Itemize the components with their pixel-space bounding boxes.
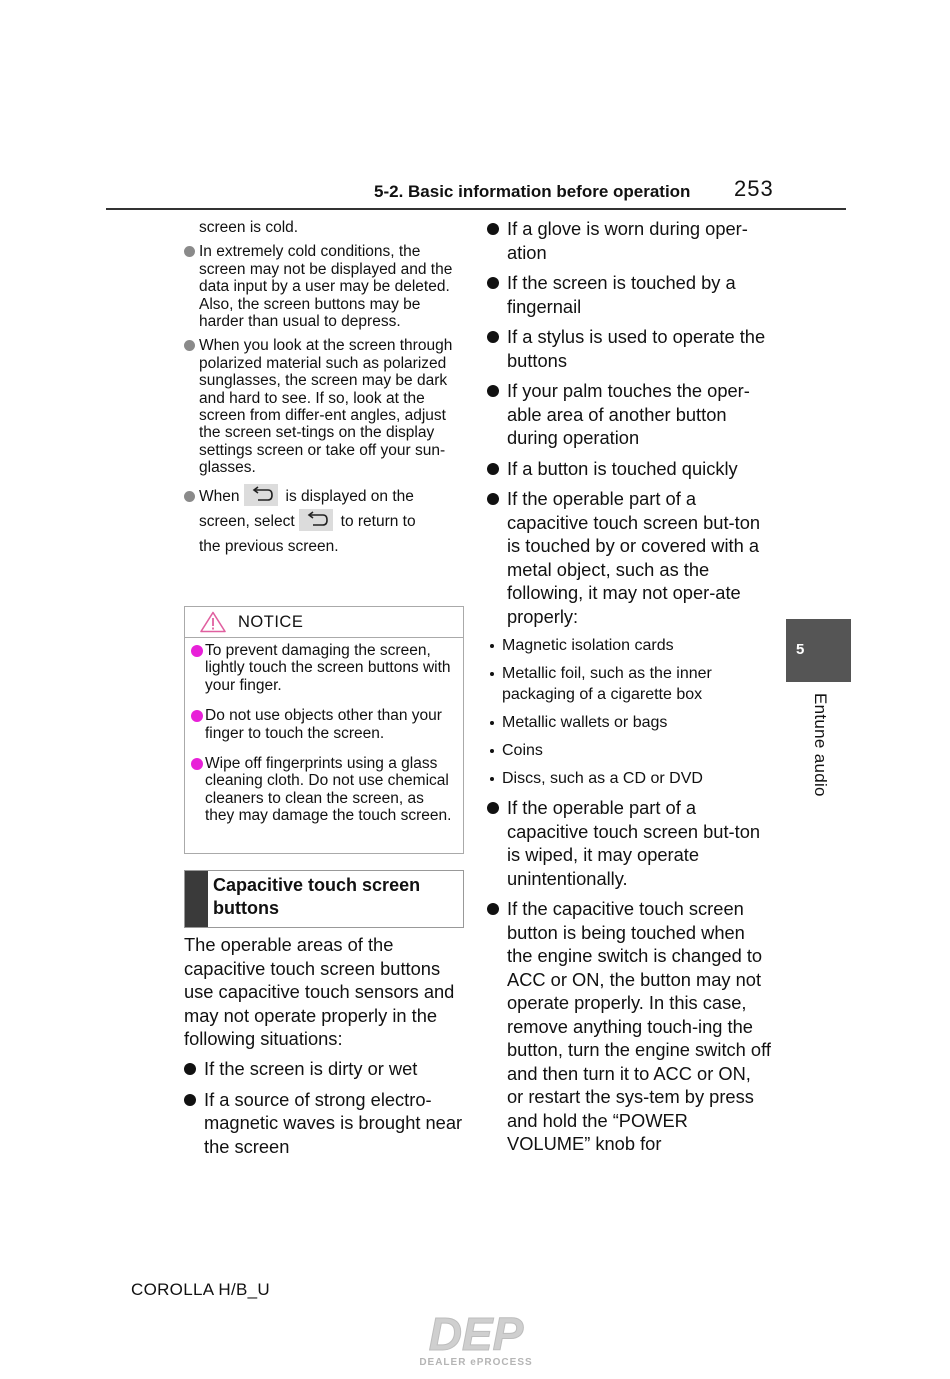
chapter-label: Entune audio (811, 693, 830, 797)
back-arrow-icon (244, 484, 278, 506)
sub-list-item (487, 712, 772, 733)
list-item-text: If the screen is touched by a fingernail (507, 272, 736, 317)
note-text: In extremely cold conditions, the screen may not be displayed and the data input by a user may be deleted. Also, the screen buttons may be harder than usual to depress. (199, 243, 453, 331)
list-item-text: If the operable part of a capacitive touch screen but-ton is touched by or covered with a metal object, such as the following, it may not oper-ate properly: (507, 488, 761, 627)
list-item (487, 325, 772, 372)
list-item (487, 796, 772, 890)
list-item (184, 1057, 466, 1081)
note-text: is displayed on the (285, 487, 414, 505)
chapter-tab (786, 619, 851, 682)
note-text: to return to (340, 512, 416, 530)
bullet-icon (487, 223, 499, 235)
note-text: When you look at the screen through polarized material such as polarized sunglasses, the screen may be dark and hard to see. If so, look at the screen from differ-ent angles, adjust the screen set-tings on the display settings screen or take off your sun-glasses. (199, 337, 453, 477)
note-text: the previous screen. (199, 537, 339, 555)
sub-list-item (487, 768, 772, 789)
bullet-icon (487, 903, 499, 915)
bullet-icon (184, 1094, 196, 1106)
note-bullet-icon (184, 340, 195, 351)
page-number: 253 (734, 176, 774, 201)
note-item-back-icon (184, 484, 464, 559)
dep-logo (404, 1312, 549, 1373)
list-item (184, 1088, 466, 1159)
notice-box (184, 606, 464, 854)
notice-item (190, 707, 457, 742)
sub-list-text: Metallic wallets or bags (502, 714, 668, 731)
notice-bullet-icon (191, 758, 203, 770)
bullet-icon (487, 493, 499, 505)
notice-header (185, 607, 463, 638)
bullet-icon (184, 1063, 196, 1075)
logo-sub-text: DEALER ePROCESS (419, 1357, 533, 1368)
bullet-icon (487, 331, 499, 343)
list-item (487, 897, 772, 1156)
bullet-icon (487, 385, 499, 397)
metal-object-list (487, 635, 772, 789)
header-divider (106, 208, 846, 210)
sub-list-item (487, 635, 772, 656)
notice-text: Wipe off fingerprints using a glass cleaning cloth. Do not use chemical cleaners to clean the screen, as they may damage the touch screen. (205, 755, 452, 825)
list-item-text: If a button is touched quickly (507, 457, 738, 479)
notice-text: Do not use objects other than your finger to touch the screen. (205, 707, 442, 742)
list-item-text: If the capacitive touch screen button is being touched when the engine switch is changed to ACC or ON, the button may not operate properly. In this case, remove anything touch-ing the button, turn the engine switch off and then turn it to ACC or ON, or restart the sys-tem by press and hold the “POWER VOLUME” knob for (507, 898, 771, 1154)
section-heading-box (184, 870, 464, 928)
note-bullet-icon (184, 491, 195, 502)
back-arrow-icon (299, 509, 333, 531)
warning-triangle-icon (200, 611, 226, 638)
note-item (184, 243, 464, 330)
note-text: When (199, 487, 240, 505)
bullet-icon (487, 463, 499, 475)
sub-list-text: Magnetic isolation cards (502, 637, 674, 654)
note-bullet-icon (184, 246, 195, 257)
sub-list-text: Discs, such as a CD or DVD (502, 770, 703, 787)
sub-list-text: Metallic foil, such as the inner packaging of a cigarette box (502, 665, 712, 703)
notice-title: NOTICE (238, 613, 304, 631)
right-column (487, 217, 772, 1163)
notice-bullet-icon (191, 710, 203, 722)
list-item-text: If your palm touches the oper-able area of another button during operation (507, 380, 750, 448)
notice-item (190, 642, 457, 694)
note-continuation: screen is cold. (199, 219, 299, 236)
note-text: screen, select (199, 512, 295, 530)
notice-text: To prevent damaging the screen, lightly touch the screen buttons with your finger. (205, 642, 451, 694)
list-item (487, 457, 772, 481)
list-item-text: If the screen is dirty or wet (204, 1058, 418, 1079)
section-title: 5-2. Basic information before operation (374, 182, 691, 201)
bullet-icon (487, 277, 499, 289)
notes-list (184, 219, 464, 566)
small-bullet-icon (490, 672, 494, 676)
section-heading: Capacitive touch screen buttons (213, 875, 421, 918)
left-bullet-list (184, 1057, 466, 1165)
notice-item (190, 755, 457, 825)
list-item-text: If the operable part of a capacitive touch screen but-ton is wiped, it may operate unintentionally. (507, 797, 761, 889)
list-item (487, 487, 772, 628)
small-bullet-icon (490, 777, 494, 781)
small-bullet-icon (490, 644, 494, 648)
list-item-text: If a stylus is used to operate the buttons (507, 326, 766, 371)
sub-list-text: Coins (502, 742, 543, 759)
list-item-text: If a source of strong electro-magnetic waves is brought near the screen (204, 1088, 463, 1157)
list-item (487, 271, 772, 318)
footer-model-code: COROLLA H/B_U (131, 1280, 271, 1299)
chapter-number: 5 (796, 641, 805, 658)
list-item (487, 379, 772, 450)
notice-list (185, 638, 463, 825)
list-item (487, 217, 772, 264)
sub-list-item (487, 740, 772, 761)
intro-paragraph: The operable areas of the capacitive touch screen buttons use capacitive touch sensors and may not operate properly in the following situations: (184, 934, 455, 1049)
logo-main-text: DEP (428, 1312, 524, 1360)
small-bullet-icon (490, 721, 494, 725)
sub-list-item (487, 663, 772, 705)
heading-accent-bar (185, 871, 208, 927)
bullet-icon (487, 802, 499, 814)
notice-bullet-icon (191, 645, 203, 657)
note-item (184, 337, 464, 476)
small-bullet-icon (490, 749, 494, 753)
list-item-text: If a glove is worn during oper-ation (507, 218, 748, 263)
